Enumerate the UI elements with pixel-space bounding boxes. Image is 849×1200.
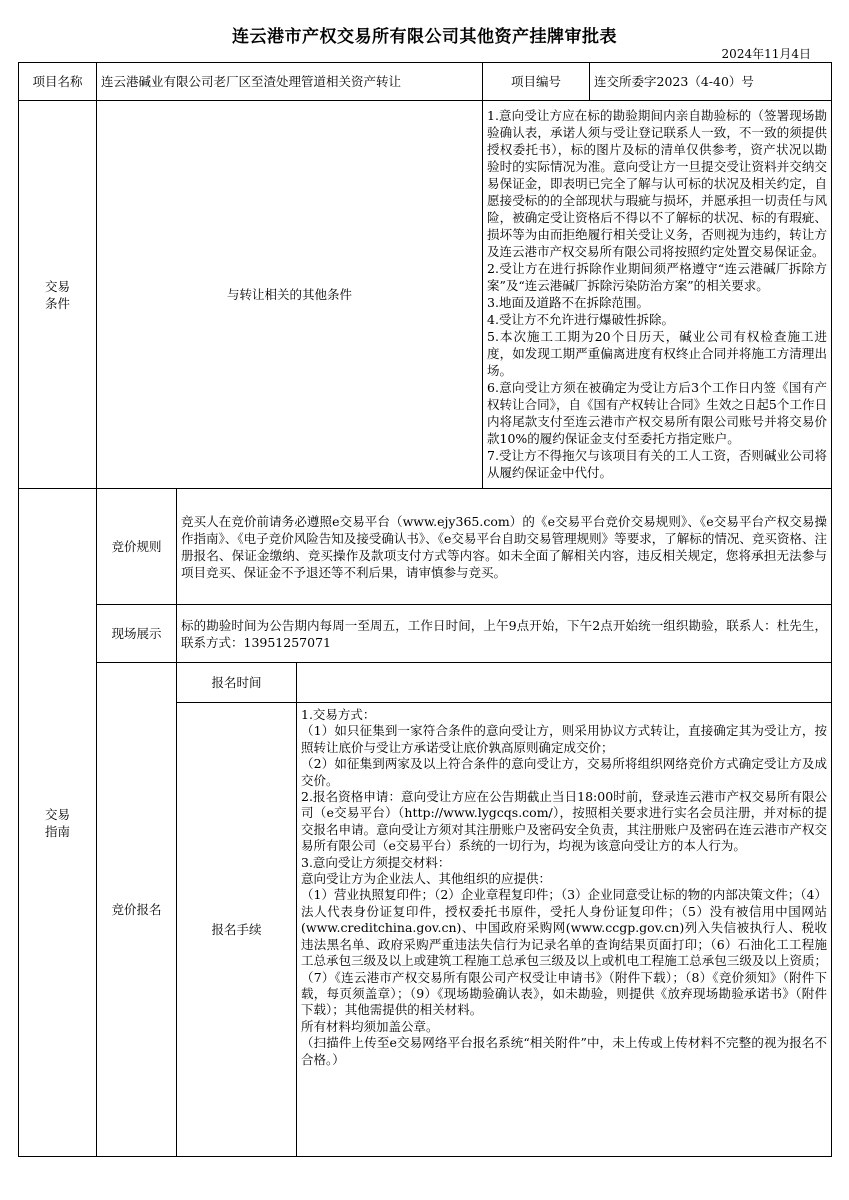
- bid-registration-label: 竞价报名: [97, 663, 177, 1157]
- project-name-label: 项目名称: [19, 63, 97, 101]
- registration-procedure-text: 1.交易方式： （1）如只征集到一家符合条件的意向受让方，则采用协议方式转让，直接确定其为受让方，按照转让底价与受让方承诺受让底价孰高原则确定成交价； （2）如征集到两家及以上符合条件的意向受让方，交易所将组织网络竞价方式确定受让方及成交价。 2.报名资格申请：意向受让方应在公告期截止当日18:00时前，登录连云港市产权交易所有限公司（e交易平台）（http://www.lygcqs.com/），按照相关要求进行实名会员注册，并对标的提交报名申请。意向受让方须对其注册账户及密码安全负责，其注册账户及密码在连云港市产权交易所有限公司（e交易平台）系统的一切行为，均视为该意向受让方的本人行为。 3.意向受让方须提交材料： 意向受让方为企业法人、其他组织的应提供： （1）营业执照复印件；（2）企业章程复印件；（3）企业同意受让标的物的内部决策文件；（4）法人代表身份证复印件，授权委托书原件，受托人身份证复印件；（5）没有被信用中国网站(www.creditchina.gov.cn)、中国政府采购网(www.ccgp.gov.cn)列入失信被执行人、税收违法黑名单、政府采购严重违法失信行为记录名单的查询结果页面打印；（6）石油化工工程施工总承包三级及以上或建筑工程施工总承包三级及以上或机电工程施工总承包三级及以上资质；（7）《连云港市产权交易所有限公司产权受让申请书》（附件下载）；（8）《竞价须知》（附件下载，每页须盖章）；（9）《现场勘验确认表》，如未勘验，则提供《放弃现场勘验承诺书》（附件下载）；其他需提供的相关材料。 所有材料均须加盖公章。 （扫描件上传至e交易网络平台报名系统“相关附件”中，未上传或上传材料不完整的视为报名不合格。）: [297, 703, 832, 1157]
- bid-rules-text: 竞买人在竞价前请务必遵照e交易平台（www.ejy365.com）的《e交易平台竞价交易规则》、《e交易平台产权交易操作指南》、《电子竞价风险告知及接受确认书》、《e交易平台自助交易管理规则》等要求，了解标的情况、竞买资格、注册报名、保证金缴纳、竞买操作及款项支付方式等内容。如未全面了解相关内容，违反相关规定，您将承担无法参与项目竞买、保证金不予退还等不利后果，请审慎参与竞买。: [177, 489, 832, 605]
- project-code-label: 项目编号: [483, 63, 590, 101]
- other-conditions-label: 与转让相关的其他条件: [97, 101, 483, 489]
- registration-time-label: 报名时间: [177, 663, 297, 703]
- bid-rules-label: 竞价规则: [97, 489, 177, 605]
- other-conditions-text: 1.意向受让方应在标的勘验期间内亲自勘验标的（签署现场勘验确认表，承诺人须与受让登记联系人一致，不一致的须提供授权委托书），标的图片及标的清单仅供参考，资产状况以勘验时的实际情况为准。意向受让方一旦提交受让资料并交纳交易保证金，即表明已完全了解与认可标的状况及相关约定，自愿接受标的的全部现状与瑕疵与损坏，并愿承担一切责任与风险，被确定受让资格后不得以不了解标的状况、标的有瑕疵、损坏等为由而拒绝履行相关受让义务，否则视为违约，转让方及连云港市产权交易所有限公司将按照约定处置交易保证金。 2.受让方在进行拆除作业期间须严格遵守“连云港碱厂拆除方案”及“连云港碱厂拆除污染防治方案”的相关要求。 3.地面及道路不在拆除范围。 4.受让方不允许进行爆破性拆除。 5.本次施工工期为20个日历天，碱业公司有权检查施工进度，如发现工期严重偏离进度有权终止合同并将施工方清理出场。 6.意向受让方须在被确定为受让方后3个工作日内签《国有产权转让合同》，自《国有产权转让合同》生效之日起5个工作日内将尾款支付至连云港市产权交易所有限公司账号并将交易价款10%的履约保证金支付至委托方指定账户。 7.受让方不得拖欠与该项目有关的工人工资，否则碱业公司将从履约保证金中代付。: [483, 101, 832, 489]
- project-name-value: 连云港碱业有限公司老厂区至渣处理管道相关资产转让: [97, 63, 483, 101]
- site-display-text: 标的勘验时间为公告期内每周一至周五，工作日时间，上午9点开始，下午2点开始统一组织勘验，联系人：杜先生，联系方式：13951257071: [177, 605, 832, 663]
- registration-time-value: [297, 663, 832, 703]
- site-display-label: 现场展示: [97, 605, 177, 663]
- approval-table: [18, 62, 832, 1157]
- page-title: 连云港市产权交易所有限公司其他资产挂牌审批表: [232, 27, 617, 47]
- document-date: 2024年11月4日: [721, 47, 811, 61]
- project-code-value: 连交所委字2023（4-40）号: [590, 63, 832, 101]
- trade-guide-label: 交易 指南: [19, 489, 97, 1157]
- registration-procedure-label: 报名手续: [177, 703, 297, 1157]
- trade-conditions-label: 交易 条件: [19, 101, 97, 489]
